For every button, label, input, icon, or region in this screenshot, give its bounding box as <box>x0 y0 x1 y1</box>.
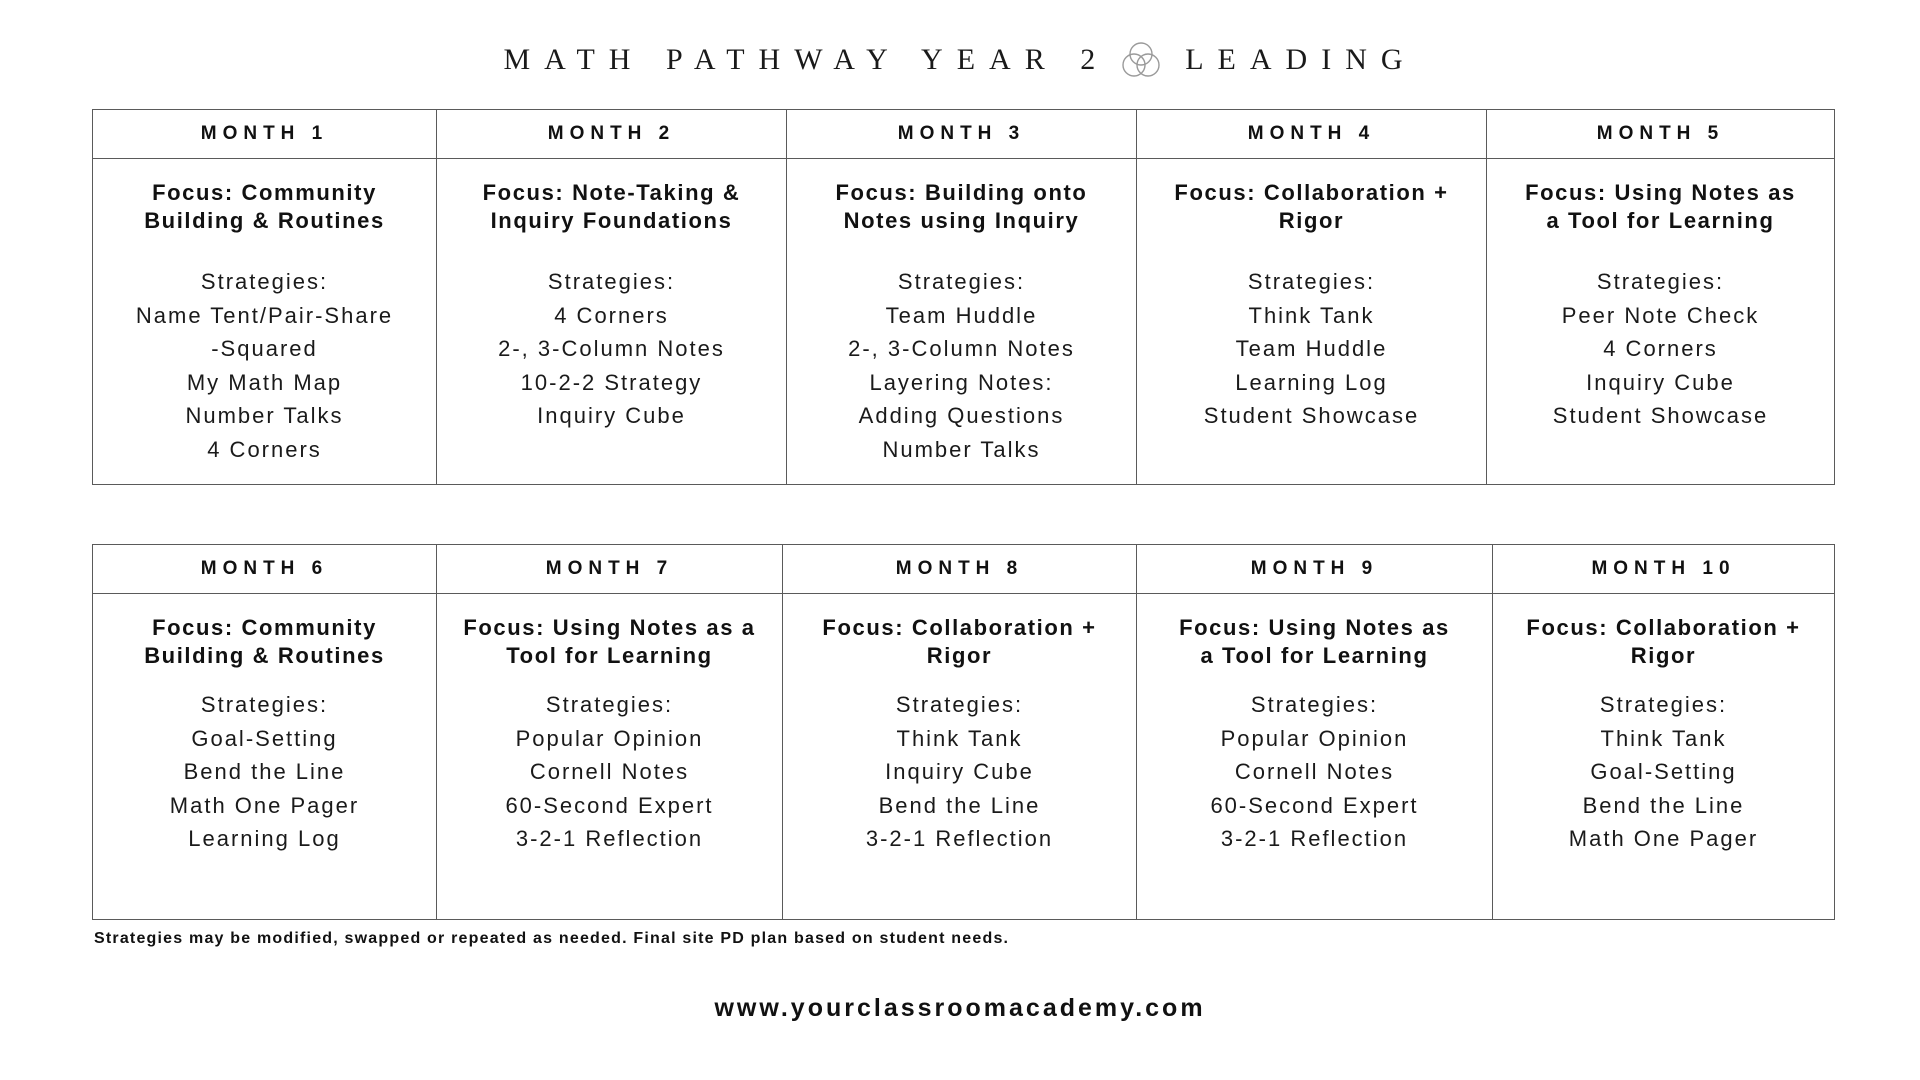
focus-label: Focus: Collaboration + Rigor <box>1526 615 1801 668</box>
focus-label: Focus: Building onto Notes using Inquiry <box>835 180 1088 233</box>
strategy-item: Student Showcase <box>1552 403 1769 428</box>
month-header: MONTH 2 <box>437 110 787 159</box>
strategy-item: 4 Corners <box>554 302 669 328</box>
strategy-list <box>1493 688 1834 856</box>
website-url: www.yourclassroomacademy.com <box>714 994 1206 1022</box>
strategy-item: 3-2-1 Reflection <box>515 826 704 851</box>
month-header: MONTH 5 <box>1487 110 1835 159</box>
strategies-heading: Strategies: <box>545 692 674 717</box>
strategy-item: Bend the Line <box>1582 792 1745 818</box>
strategy-item: Math One Pager <box>1568 826 1759 851</box>
strategy-item: 10-2-2 Strategy <box>520 369 703 395</box>
strategies-heading: Strategies: <box>200 692 329 717</box>
strategies-heading: Strategies: <box>1247 269 1376 294</box>
strategy-item: Number Talks <box>185 403 344 428</box>
strategy-list <box>787 265 1136 466</box>
strategies-heading: Strategies: <box>200 269 329 294</box>
bottom-month-table <box>92 544 1835 920</box>
focus-label: Focus: Using Notes as a Tool for Learning <box>463 615 756 668</box>
focus-label: Focus: Collaboration + Rigor <box>822 615 1097 668</box>
focus-label: Focus: Community Building & Routines <box>144 180 385 233</box>
strategies-heading: Strategies: <box>1599 692 1728 717</box>
strategy-list <box>1137 265 1486 433</box>
month-header: MONTH 4 <box>1137 110 1487 159</box>
strategy-item: Goal-Setting <box>191 725 338 751</box>
footnote: Strategies may be modified, swapped or repeated as needed. Final site PD plan based on student needs. <box>94 930 1010 947</box>
month-cell <box>787 159 1137 485</box>
strategy-item: Think Tank <box>1600 725 1727 751</box>
strategy-list <box>437 688 782 856</box>
month-header: MONTH 3 <box>787 110 1137 159</box>
page-title-right: LEADING <box>1185 43 1417 76</box>
strategy-item: Team Huddle <box>885 302 1038 328</box>
strategy-item: Math One Pager <box>169 792 360 818</box>
top-month-table <box>92 109 1835 485</box>
month-header: MONTH 9 <box>1137 545 1493 594</box>
month-cell <box>93 594 437 920</box>
strategy-item: Learning Log <box>188 826 341 851</box>
strategy-item: Bend the Line <box>878 792 1041 818</box>
strategy-list <box>783 688 1136 856</box>
strategy-item: 3-2-1 Reflection <box>865 826 1054 851</box>
strategy-item: 3-2-1 Reflection <box>1220 826 1409 851</box>
strategy-item: Bend the Line <box>183 759 346 784</box>
strategy-item: Adding Questions <box>858 403 1065 428</box>
month-header: MONTH 8 <box>783 545 1137 594</box>
strategies-heading: Strategies: <box>1250 692 1379 717</box>
strategy-item: Cornell Notes <box>1234 759 1395 784</box>
three-circles-logo-icon <box>1119 38 1163 82</box>
page-title-left: MATH PATHWAY YEAR 2 <box>503 43 1110 76</box>
strategy-item: Goal-Setting <box>1590 759 1737 784</box>
month-header: MONTH 10 <box>1493 545 1835 594</box>
strategy-list <box>1487 265 1834 433</box>
month-cell <box>93 159 437 485</box>
strategies-heading: Strategies: <box>895 692 1024 717</box>
month-header: MONTH 7 <box>437 545 783 594</box>
strategies-heading: Strategies: <box>547 269 676 294</box>
month-cell <box>1137 159 1487 485</box>
month-cell <box>1487 159 1835 485</box>
strategy-item: 2-, 3-Column Notes <box>498 336 725 361</box>
month-cell <box>1137 594 1493 920</box>
strategy-item: Think Tank <box>1248 302 1375 328</box>
strategy-item: Peer Note Check <box>1561 302 1760 328</box>
strategy-item: Think Tank <box>896 725 1023 751</box>
strategy-item: Student Showcase <box>1203 403 1420 428</box>
focus-label: Focus: Using Notes as a Tool for Learning <box>1525 180 1796 233</box>
strategies-heading: Strategies: <box>1596 269 1725 294</box>
strategy-item: My Math Map <box>186 369 343 395</box>
strategy-item: 4 Corners <box>207 436 322 462</box>
page-title <box>0 38 1920 82</box>
strategy-item: 4 Corners <box>1603 336 1718 361</box>
strategies-heading: Strategies: <box>897 269 1026 294</box>
month-header: MONTH 1 <box>93 110 437 159</box>
strategy-item: Learning Log <box>1235 369 1388 395</box>
month-cell <box>437 159 787 485</box>
strategy-list <box>93 265 436 466</box>
strategy-list <box>93 688 436 856</box>
focus-label: Focus: Community Building & Routines <box>144 615 385 668</box>
strategy-item: Team Huddle <box>1235 336 1388 361</box>
strategy-item: 2-, 3-Column Notes <box>848 336 1075 361</box>
month-cell <box>1493 594 1835 920</box>
focus-label: Focus: Collaboration + Rigor <box>1174 180 1449 233</box>
focus-label: Focus: Note-Taking & Inquiry Foundations <box>482 180 741 233</box>
strategy-item: Cornell Notes <box>529 759 690 784</box>
strategy-item: Name Tent/Pair-Share <box>135 302 394 328</box>
strategy-list <box>1137 688 1492 856</box>
strategy-item: 60-Second Expert <box>505 792 714 818</box>
strategy-item: Inquiry Cube <box>1586 369 1735 395</box>
strategy-item: -Squared <box>211 336 318 361</box>
strategy-item: Popular Opinion <box>1220 725 1409 751</box>
focus-label: Focus: Using Notes as a Tool for Learning <box>1179 615 1450 668</box>
strategy-item: Layering Notes: <box>869 369 1054 395</box>
month-cell <box>783 594 1137 920</box>
month-header: MONTH 6 <box>93 545 437 594</box>
strategy-item: Inquiry Cube <box>537 403 686 428</box>
strategy-item: Popular Opinion <box>515 725 704 751</box>
strategy-item: Inquiry Cube <box>885 759 1034 784</box>
strategy-item: 60-Second Expert <box>1210 792 1419 818</box>
strategy-item: Number Talks <box>882 436 1041 462</box>
month-cell <box>437 594 783 920</box>
strategy-list <box>437 265 786 433</box>
